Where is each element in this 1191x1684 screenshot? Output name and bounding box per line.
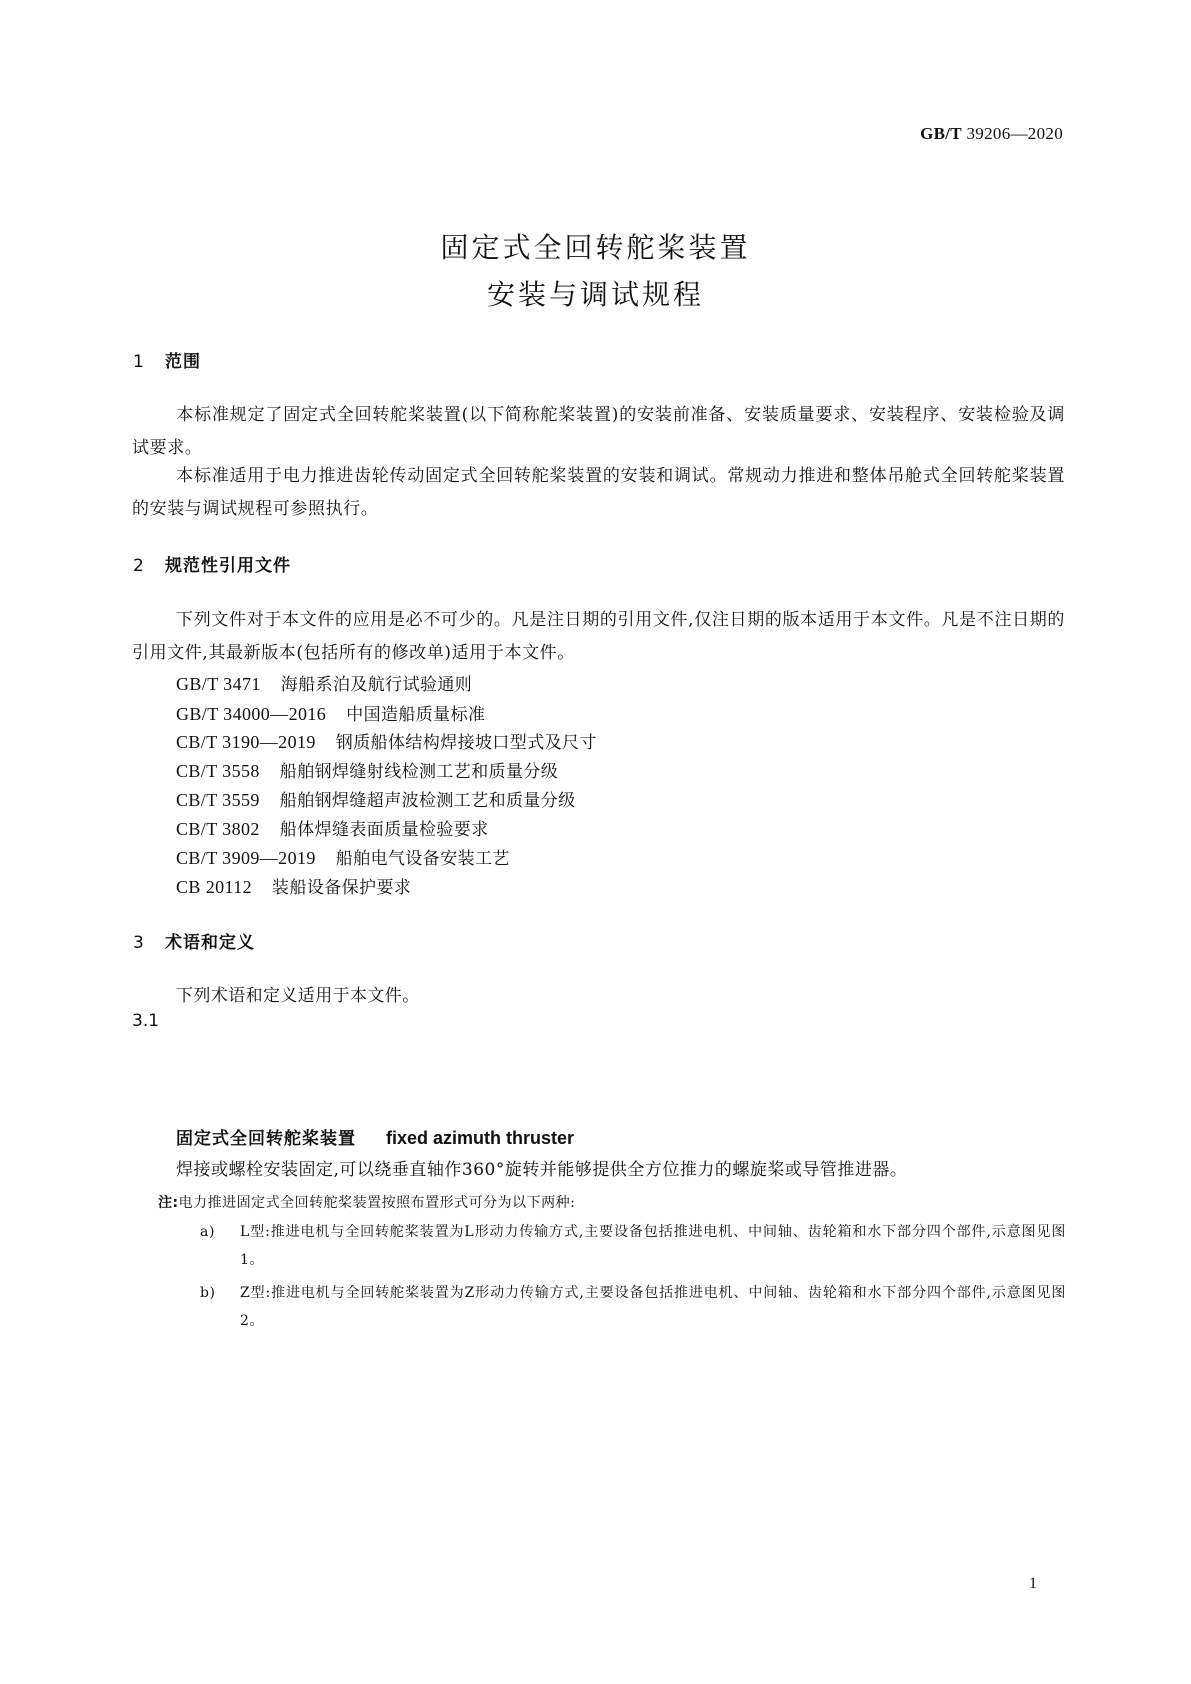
paragraph-text: 下列文件对于本文件的应用是必不可少的。凡是注日期的引用文件,仅注日期的版本适用于本文件。凡是不注日期的引用文件,其最新版本(包括所有的修改单)适用于本文件。 — [132, 610, 1065, 663]
reference-name: 船舶钢焊缝射线检测工艺和质量分级 — [279, 762, 559, 782]
reference-code: CB 20112 — [176, 877, 253, 897]
page-number: 1 — [1029, 1575, 1037, 1592]
reference-name: 船体焊缝表面质量检验要求 — [279, 820, 489, 840]
document-title-line1: 固定式全回转舵桨装置 — [440, 231, 751, 264]
reference-code: GB/T 34000—2016 — [176, 704, 327, 724]
terms-intro-paragraph: 下列术语和定义适用于本文件。 — [176, 986, 420, 1006]
normative-intro-paragraph — [132, 604, 1065, 670]
reference-name: 海船系泊及航行试验通则 — [280, 675, 473, 695]
reference-code: GB/T 3471 — [176, 674, 261, 694]
section-number: 3 — [133, 933, 144, 953]
reference-item — [176, 873, 411, 898]
term-english: fixed azimuth thruster — [386, 1128, 575, 1148]
section-title: 范围 — [165, 352, 201, 372]
term-definition: 焊接或螺栓安装固定,可以绕垂直轴作360°旋转并能够提供全方位推力的螺旋桨或导管推进器。 — [176, 1160, 908, 1180]
scope-paragraph-1 — [132, 399, 1065, 465]
reference-name: 装船设备保护要求 — [272, 878, 412, 898]
reference-code: CB/T 3559 — [176, 790, 260, 810]
paragraph-text: 本标准适用于电力推进齿轮传动固定式全回转舵桨装置的安装和调试。常规动力推进和整体吊舱式全回转舵桨装置的安装与调试规程可参照执行。 — [132, 466, 1065, 519]
section-number: 2 — [133, 556, 144, 576]
reference-item — [176, 670, 472, 695]
reference-item — [176, 815, 489, 840]
reference-code: CB/T 3802 — [176, 819, 260, 839]
note-list-item — [200, 1218, 1066, 1274]
list-item-text: Z型:推进电机与全回转舵桨装置为Z形动力传输方式,主要设备包括推进电机、中间轴、齿轮箱和水下部分四个部件,示意图见图2。 — [240, 1285, 1066, 1329]
reference-item — [176, 728, 597, 753]
section-heading-scope — [133, 347, 201, 372]
term-entry — [176, 1124, 574, 1149]
note-text: 电力推进固定式全回转舵桨装置按照布置形式可分为以下两种: — [178, 1195, 576, 1211]
section-heading-normative-references — [133, 551, 291, 576]
note — [158, 1192, 575, 1212]
standard-number-header — [920, 124, 1063, 144]
list-item-text: L型:推进电机与全回转舵桨装置为L形动力传输方式,主要设备包括推进电机、中间轴、齿轮箱和水下部分四个部件,示意图见图1。 — [240, 1224, 1066, 1268]
reference-code: CB/T 3190—2019 — [176, 732, 316, 752]
standard-prefix: GB/T — [920, 124, 962, 143]
reference-item — [176, 786, 576, 811]
clause-number: 3.1 — [132, 1011, 160, 1031]
standard-number: 39206—2020 — [966, 124, 1063, 143]
note-label: 注: — [158, 1195, 179, 1211]
term-chinese: 固定式全回转舵桨装置 — [176, 1129, 356, 1149]
reference-item — [176, 700, 485, 725]
note-list-item — [200, 1279, 1066, 1335]
reference-name: 中国造船质量标准 — [346, 705, 486, 725]
list-marker: a) — [200, 1224, 216, 1240]
section-heading-terms — [133, 928, 255, 953]
section-title: 术语和定义 — [165, 933, 255, 953]
scope-paragraph-2 — [132, 460, 1065, 526]
reference-code: CB/T 3558 — [176, 761, 260, 781]
document-title-line2: 安装与调试规程 — [486, 278, 704, 311]
reference-item — [176, 757, 558, 782]
section-title: 规范性引用文件 — [165, 556, 291, 576]
list-marker: b) — [200, 1285, 216, 1301]
reference-code: CB/T 3909—2019 — [176, 848, 316, 868]
section-number: 1 — [133, 352, 144, 372]
reference-name: 船舶电气设备安装工艺 — [335, 849, 510, 869]
paragraph-text: 本标准规定了固定式全回转舵桨装置(以下简称舵桨装置)的安装前准备、安装质量要求、安装程序、安装检验及调试要求。 — [132, 405, 1065, 458]
reference-item — [176, 844, 510, 869]
reference-name: 钢质船体结构焊接坡口型式及尺寸 — [335, 733, 597, 753]
reference-name: 船舶钢焊缝超声波检测工艺和质量分级 — [279, 791, 576, 811]
